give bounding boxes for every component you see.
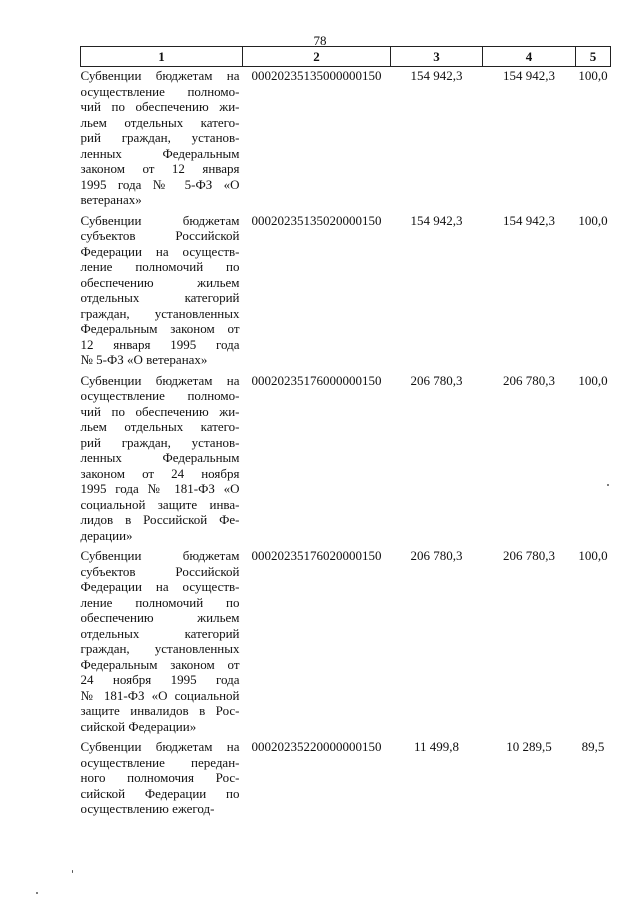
column-header-4: 4 [483, 47, 576, 67]
description-line: дерации» [80, 527, 133, 543]
table-row [81, 67, 611, 212]
description-line: Субвенции бюджетам [80, 212, 240, 228]
description-line: Федеральным законом от [80, 656, 240, 672]
description-line: сийской Федерации по [80, 785, 240, 801]
description-line: 1995 года № 181-ФЗ «О [80, 481, 240, 496]
column-header-2: 2 [243, 47, 391, 67]
budget-code-cell: 00020235176000000150 [251, 372, 382, 388]
description-line: субъектов Российской [80, 563, 240, 579]
description-line: ление полномочий по [80, 259, 240, 274]
description-line: граждан, установленных [80, 305, 240, 321]
budget-code-cell: 00020235220000000150 [251, 739, 382, 754]
description-line: чий по обеспечению жи- [80, 99, 240, 114]
col5-percent-cell: 100,0 [578, 372, 608, 388]
description-line: Субвенции бюджетам на [80, 739, 240, 754]
row-description [81, 547, 243, 738]
description-line: субъектов Российской [80, 228, 240, 243]
budget-code-cell: 00020235176020000150 [251, 548, 382, 563]
row-description [81, 67, 243, 212]
description-line: социальной защите инва- [80, 496, 240, 512]
scan-speck [36, 892, 38, 894]
description-line: законом от 24 ноября [80, 465, 240, 481]
table-row [81, 547, 611, 738]
budget-code-cell: 00020235135000000150 [251, 68, 382, 83]
description-line: чий по обеспечению жи- [80, 403, 240, 419]
description-line: ного полномочия Рос- [80, 770, 240, 785]
description-line: 1995 года № 5-ФЗ «О [80, 176, 240, 192]
description-line: лидов в Российской Фе- [80, 512, 240, 527]
col5-percent-cell: 89,5 [581, 739, 605, 754]
column-header-1: 1 [81, 47, 243, 67]
description-line: ленных Федеральным [80, 145, 240, 161]
description-line: отдельных категорий [80, 290, 240, 305]
description-line: 12 января 1995 года [80, 336, 240, 352]
description-line: обеспечению жильем [80, 610, 240, 625]
col4-value-cell: 154 942,3 [503, 68, 555, 83]
column-header-3: 3 [391, 47, 483, 67]
col3-value-cell: 11 499,8 [413, 739, 460, 754]
col3-value-cell: 154 942,3 [410, 212, 463, 228]
description-line: Федерации на осуществ- [80, 243, 240, 259]
budget-code-cell: 00020235135020000150 [251, 212, 382, 228]
col5-percent-cell: 100,0 [578, 68, 608, 83]
col4-value-cell: 206 780,3 [503, 372, 555, 388]
description-line: Субвенции бюджетам [80, 548, 240, 563]
table-row [81, 212, 611, 372]
row-description [81, 738, 243, 817]
col4-value-cell: 206 780,3 [503, 548, 555, 563]
description-line: Субвенции бюджетам на [80, 68, 240, 83]
description-line: Федерации на осуществ- [80, 579, 240, 594]
table-row [81, 738, 611, 817]
description-line: № 5-ФЗ «О ветеранах» [80, 352, 208, 367]
col3-value-cell: 206 780,3 [410, 548, 463, 563]
description-line: осуществление полномо- [80, 83, 240, 99]
description-line: № 181-ФЗ «О социальной [80, 687, 240, 703]
col5-percent-cell: 100,0 [578, 212, 608, 228]
description-line: сийской Федерации» [80, 718, 197, 734]
description-line: отдельных категорий [80, 625, 240, 641]
row-description [81, 372, 243, 548]
table-header-row [81, 47, 611, 67]
col4-value-cell: 10 289,5 [506, 739, 552, 754]
column-header-5: 5 [576, 47, 611, 67]
description-line: льем отдельных катего- [80, 114, 240, 130]
col3-value-cell: 206 780,3 [410, 372, 463, 388]
page-number: 78 [313, 33, 327, 48]
col3-value-cell: 154 942,3 [410, 68, 463, 83]
description-line: осуществление передан- [80, 754, 240, 770]
description-line: ленных Федеральным [80, 450, 240, 465]
scan-speck [607, 484, 609, 486]
description-line: защите инвалидов в Рос- [80, 703, 240, 718]
col5-percent-cell: 100,0 [578, 548, 608, 563]
row-description [81, 212, 243, 372]
description-line: 24 ноября 1995 года [80, 672, 240, 687]
description-line: льем отдельных катего- [80, 419, 240, 434]
description-line: осуществлению ежегод- [80, 801, 215, 816]
budget-table [80, 46, 611, 817]
table-row [81, 372, 611, 548]
col4-value-cell: 154 942,3 [503, 212, 555, 228]
description-line: Федеральным законом от [80, 321, 240, 336]
description-line: рий граждан, установ- [80, 434, 240, 450]
description-line: законом от 12 января [80, 161, 240, 176]
description-line: ление полномочий по [80, 594, 240, 610]
table-body [81, 67, 611, 817]
description-line: обеспечению жильем [80, 274, 240, 290]
description-line: Субвенции бюджетам на [80, 372, 240, 388]
description-line: граждан, установленных [80, 641, 240, 656]
description-line: рий граждан, установ- [80, 130, 240, 145]
scan-speck [72, 870, 73, 873]
description-line: осуществление полномо- [80, 388, 240, 403]
description-line: ветеранах» [80, 192, 142, 207]
